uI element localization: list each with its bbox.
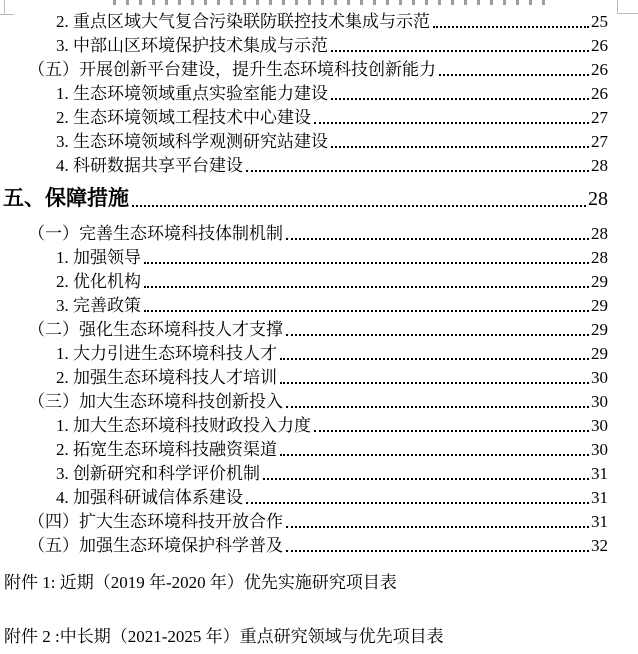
- dot-leader: [144, 262, 589, 264]
- toc-entry[interactable]: [0, 222, 638, 246]
- dot-leader: [286, 526, 589, 528]
- toc-entry-page-number: 28: [591, 248, 608, 267]
- page-margin-mark-top-right: [617, 0, 618, 13]
- toc-entry-label: 3. 完善政策: [56, 296, 141, 315]
- toc-entry-page-number: 26: [591, 36, 608, 55]
- toc-entry-label: 1. 大力引进生态环境科技人才: [56, 344, 277, 363]
- toc-entry-label: 4. 加强科研诚信体系建设: [56, 488, 243, 507]
- dot-leader: [286, 334, 589, 336]
- toc-entry-page-number: 29: [591, 344, 608, 363]
- dot-leader: [314, 430, 589, 432]
- toc-entry-label: 3. 中部山区环境保护技术集成与示范: [56, 36, 328, 55]
- toc-entry-label: 3. 生态环境领域科学观测研究站建设: [56, 132, 328, 151]
- toc-entry-page-number: 30: [591, 440, 608, 459]
- toc-entry-page-number: 26: [591, 84, 608, 103]
- toc-entry-page-number: 27: [591, 108, 608, 127]
- dot-leader: [439, 74, 589, 76]
- toc-entry-label: （四）扩大生态环境科技开放合作: [28, 512, 283, 531]
- toc-entry-label: （一）完善生态环境科技体制机制: [28, 224, 283, 243]
- toc-entry-page-number: 29: [591, 296, 608, 315]
- dot-leader: [286, 238, 589, 240]
- toc-entry[interactable]: [0, 414, 638, 438]
- toc-entry[interactable]: [0, 106, 638, 130]
- toc-entry-label: 2. 生态环境领域工程技术中心建设: [56, 108, 311, 127]
- toc-entry-page-number: 28: [588, 188, 608, 210]
- toc-entry[interactable]: [0, 486, 638, 510]
- dot-leader: [280, 454, 589, 456]
- dot-leader: [280, 382, 589, 384]
- toc-entry[interactable]: [0, 462, 638, 486]
- toc-entry-label: 1. 加大生态环境科技财政投入力度: [56, 416, 311, 435]
- toc-entry-label: （二）强化生态环境科技人才支撑: [28, 320, 283, 339]
- page-margin-mark-top-right: [617, 13, 638, 14]
- toc-entry[interactable]: [0, 10, 638, 34]
- toc-entry[interactable]: [0, 154, 638, 178]
- toc-entry-label: （五）开展创新平台建设，提升生态环境科技创新能力: [28, 60, 436, 79]
- dot-leader: [144, 310, 589, 312]
- clipped-text-remnant: [103, 0, 553, 5]
- toc-entry-page-number: 31: [591, 464, 608, 483]
- toc-entry-page-number: 30: [591, 416, 608, 435]
- dot-leader: [246, 170, 589, 172]
- toc-entry-label: 2. 优化机构: [56, 272, 141, 291]
- toc-entry-page-number: 30: [591, 368, 608, 387]
- toc-entry[interactable]: [0, 342, 638, 366]
- toc-entry-page-number: 31: [591, 488, 608, 507]
- dot-leader: [314, 122, 589, 124]
- page-margin-mark-top-left: [0, 14, 14, 15]
- dot-leader: [144, 286, 589, 288]
- dot-leader: [331, 50, 589, 52]
- toc-entry-label: 3. 创新研究和科学评价机制: [56, 464, 260, 483]
- toc-entry-label: （三）加大生态环境科技创新投入: [28, 392, 283, 411]
- toc-entry-page-number: 29: [591, 272, 608, 291]
- page-margin-mark-top-left: [4, 0, 5, 14]
- toc-entry[interactable]: [0, 270, 638, 294]
- toc-entry-page-number: 30: [591, 392, 608, 411]
- attachment-line: 附件 2 :中长期（2021-2025 年）重点研究领域与优先项目表: [4, 627, 444, 646]
- toc-entry[interactable]: [0, 318, 638, 342]
- toc-entry[interactable]: [0, 58, 638, 82]
- dot-leader: [286, 550, 589, 552]
- dot-leader: [331, 98, 589, 100]
- dot-leader: [263, 478, 589, 480]
- dot-leader: [132, 205, 586, 207]
- toc-entry-label: （五）加强生态环境保护科学普及: [28, 536, 283, 555]
- dot-leader: [280, 358, 589, 360]
- dot-leader: [331, 146, 589, 148]
- toc-entry[interactable]: [0, 438, 638, 462]
- attachments-section: [0, 571, 638, 649]
- toc-entry-label: 4. 科研数据共享平台建设: [56, 156, 243, 175]
- toc-entry-page-number: 27: [591, 132, 608, 151]
- toc-entry[interactable]: [0, 366, 638, 390]
- toc-entry-label: 2. 加强生态环境科技人才培训: [56, 368, 277, 387]
- toc-entry-label: 2. 拓宽生态环境科技融资渠道: [56, 440, 277, 459]
- toc-entry[interactable]: [0, 130, 638, 154]
- toc-entry[interactable]: [0, 294, 638, 318]
- dot-leader: [246, 502, 589, 504]
- toc-entry-page-number: 32: [591, 536, 608, 555]
- toc-entry-label: 1. 加强领导: [56, 248, 141, 267]
- toc-entry[interactable]: [0, 34, 638, 58]
- toc-entry-label: 2. 重点区域大气复合污染联防联控技术集成与示范: [56, 12, 430, 31]
- toc-entry-page-number: 29: [591, 320, 608, 339]
- dot-leader: [286, 406, 589, 408]
- toc-entry-page-number: 28: [591, 224, 608, 243]
- toc-entry[interactable]: [0, 510, 638, 534]
- toc-entry-label: 1. 生态环境领域重点实验室能力建设: [56, 84, 328, 103]
- toc-entry[interactable]: [0, 390, 638, 414]
- toc-entry-page-number: 26: [591, 60, 608, 79]
- toc-entry-page-number: 31: [591, 512, 608, 531]
- attachment-line: 附件 1: 近期（2019 年-2020 年）优先实施研究项目表: [4, 573, 397, 592]
- toc-entry-page-number: 28: [591, 156, 608, 175]
- toc-entry-page-number: 25: [591, 12, 608, 31]
- dot-leader: [433, 26, 589, 28]
- toc-entry[interactable]: [0, 246, 638, 270]
- toc-entry[interactable]: [0, 534, 638, 558]
- toc-entry[interactable]: [0, 82, 638, 106]
- toc-entry-label: 五、保障措施: [3, 186, 129, 210]
- toc-entry[interactable]: [0, 183, 638, 214]
